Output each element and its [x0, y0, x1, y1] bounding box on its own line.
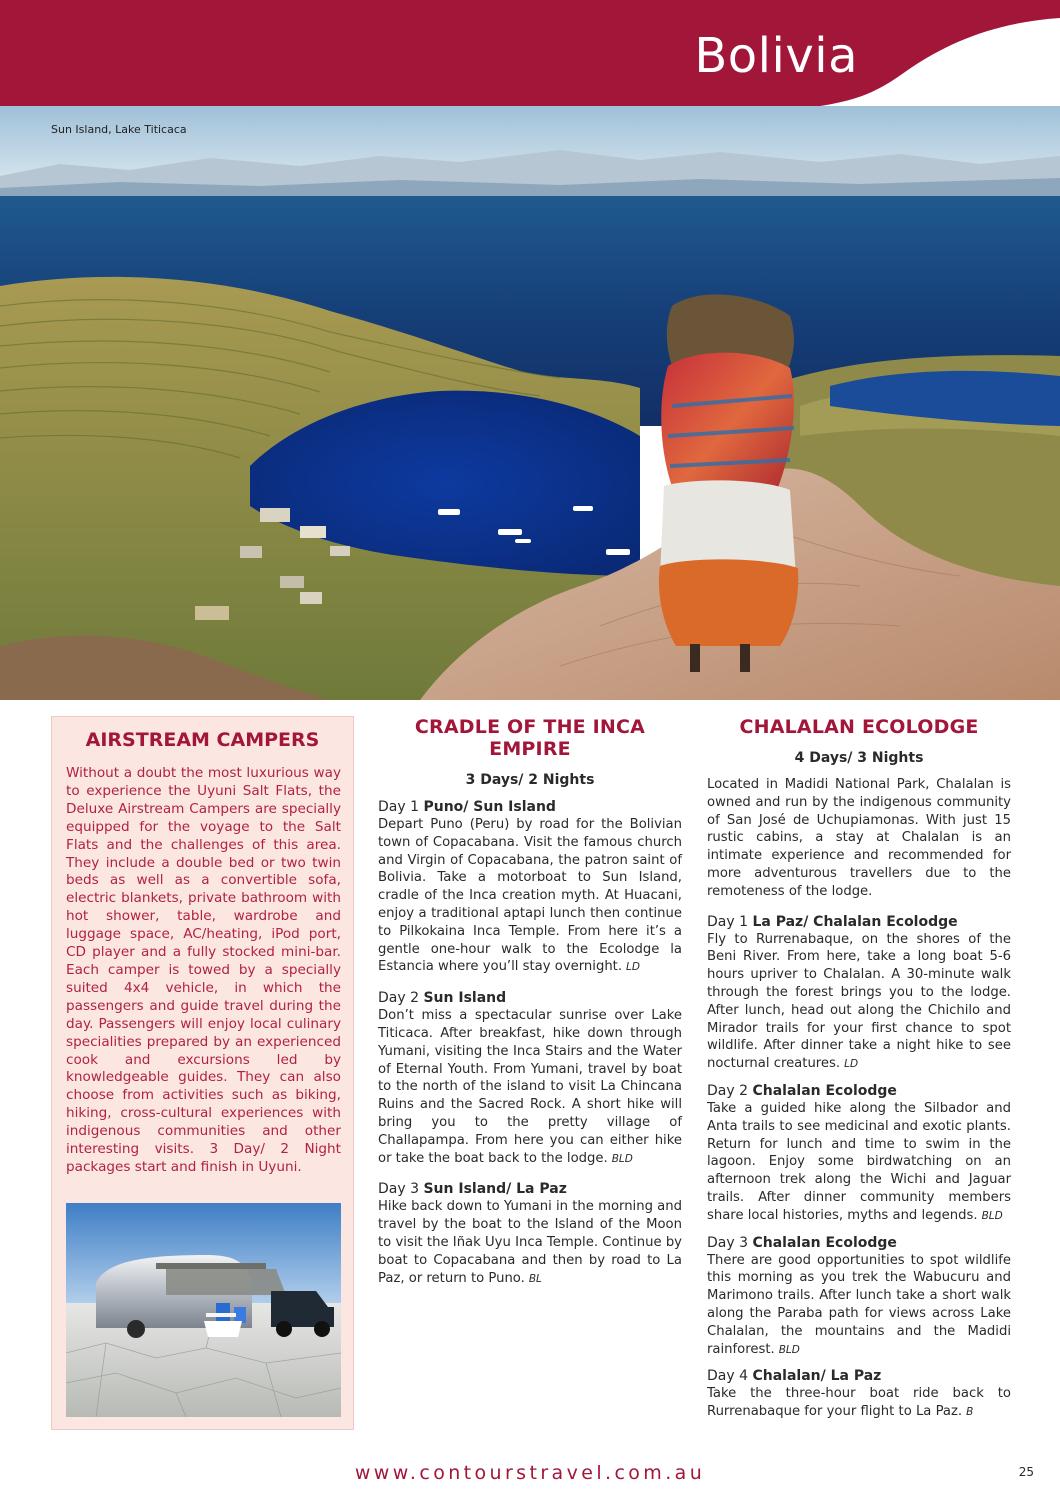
meals-code: B	[966, 1406, 974, 1419]
chalalan-ecolodge-column	[707, 716, 1011, 1434]
day-text: Take the three-hour boat ride back to Rurrenabaque for your flight to La Paz.	[707, 1386, 1011, 1420]
day-label: Day 2	[707, 1082, 749, 1099]
meals-code: BLD	[611, 1152, 633, 1165]
hero-photo	[0, 106, 1060, 700]
day-location: Sun Island/ La Paz	[423, 1181, 567, 1198]
meals-code: LD	[844, 1058, 859, 1071]
day-heading	[378, 1180, 682, 1198]
chalalan-day-1	[707, 913, 1011, 1074]
day-text: There are good opportunities to spot wildlife this morning as you trek the Wabucuru and Marimono trails. After lunch take a short walk along the Paraba path for views across Lake Chalalan, the mountains and the Madidi rainforest.	[707, 1252, 1011, 1357]
photo-caption: Sun Island, Lake Titicaca	[51, 123, 187, 136]
day-label: Day 1	[378, 799, 420, 815]
day-description	[378, 816, 682, 977]
inca-duration: 3 Days/ 2 Nights	[465, 772, 595, 788]
day-location: Chalalan Ecolodge	[752, 1082, 897, 1099]
website-url[interactable]: www.contourstravel.com.au	[354, 1462, 706, 1484]
inca-day-3	[378, 1180, 682, 1288]
camper-on-salt-flats-image	[66, 1203, 341, 1417]
meals-code: BLD	[981, 1209, 1003, 1222]
day-heading	[707, 1234, 1011, 1252]
page-header	[0, 0, 1060, 106]
airstream-campers-panel	[51, 716, 354, 1430]
header-wave-band	[0, 0, 1060, 106]
day-heading	[707, 913, 1011, 931]
country-title: Bolivia	[694, 28, 858, 84]
day-text: Hike back down to Yumani in the morning and travel by the boat to the Island of the Moon to visit the Iñak Uyu Inca Temple. Continue by boat to Copacabana and then by road to La Paz, or return to Puno.	[378, 1199, 682, 1286]
woman-figure	[659, 295, 798, 672]
airstream-campers-description: Without a doubt the most luxurious way to experience the Uyuni Salt Flats, the Deluxe Airstream Campers are specially equipped for the voyage to the Salt Flats and the challenges of this area. They include a double bed or two twin beds as well as a convertible sofa, electric blankets, private bathroom with hot shower, table, wardrobe and luggage space, AC/heating, iPod port, CD player and a fully stocked mini-bar. Each camper is towed by a specially suited 4x4 vehicle, in which the passengers and guide travel during the day. Passengers will enjoy local culinary specialities prepared by an experienced cook and excursions led by knowledgeable guides. They can also choose from activities such as biking, hiking, cross-cultural experiences with indigenous communities and other interesting visits. 3 Day/ 2 Night packages start and finish in Uyuni.	[66, 765, 341, 1175]
page-number: 25	[1018, 1465, 1034, 1479]
day-label: Day 3	[707, 1234, 749, 1251]
inca-day-2	[378, 989, 682, 1168]
day-text: Take a guided hike along the Silbador and Anta trails to see medicinal and exotic plants. Return for lunch and time to swim in the lagoon. Enjoy some birdwatching on an afternoon trek along the Wichi and Jaguar trails. After dinner community members share local histories, myths and legends.	[707, 1100, 1011, 1223]
day-text: Fly to Rurrenabaque, on the shores of the Beni River. From here, take a long boat 5-6 hours upriver to Chalalan. A 30-minute walk through the forest brings you to the lodge. After lunch, head out along the Chichilo and Mirador trails for your first chance to spot wildlife. After dinner take a night hike to see nocturnal creatures.	[707, 931, 1011, 1072]
airstream-camper-photo	[66, 1203, 341, 1417]
day-label: Day 4	[707, 1368, 749, 1385]
day-label: Day 3	[378, 1181, 420, 1198]
day-description	[378, 1198, 682, 1288]
inca-day-1	[378, 798, 682, 977]
day-description	[707, 931, 1011, 1074]
day-description	[707, 1100, 1011, 1226]
day-location: Sun Island	[423, 990, 507, 1007]
day-text: Depart Puno (Peru) by road for the Bolivian town of Copacabana. Visit the famous church and Virgin of Copacabana, the patron saint of Bolivia. Take a motorboat to Sun Island, cradle of the Inca creation myth. At Huacani, enjoy a traditional aptapi lunch then continue to Pilkokaina Inca Temple. From here it’s a gentle one-hour walk to the Ecolodge la Estancia where you’ll stay overnight.	[378, 817, 682, 975]
chalalan-day-4	[707, 1367, 1011, 1422]
airstream-campers-title: AIRSTREAM CAMPERS	[85, 729, 320, 751]
chalalan-title: CHALALAN ECOLODGE	[739, 716, 979, 738]
day-heading	[378, 989, 682, 1007]
day-text: Don’t miss a spectacular sunrise over Lake Titicaca. After breakfast, hike down through Yumani, visiting the Inca Stairs and the Water of Eternal Youth. From Yumani, travel by boat to the north of the island to visit La Chincana Ruins and the Sacred Rock. A short hike will bring you to the pretty village of Challapampa. From here you can either hike or take the boat back to the lodge.	[378, 1008, 682, 1166]
lake-titicaca-landscape	[0, 106, 1060, 700]
meals-code: BLD	[778, 1343, 800, 1356]
day-description	[707, 1252, 1011, 1360]
day-description	[378, 1007, 682, 1168]
day-location: Chalalan/ La Paz	[752, 1368, 882, 1385]
chalalan-day-3	[707, 1234, 1011, 1360]
day-description	[707, 1385, 1011, 1422]
chalalan-duration: 4 Days/ 3 Nights	[794, 750, 924, 766]
meals-code: BL	[528, 1272, 542, 1285]
day-heading	[707, 1367, 1011, 1385]
day-label: Day 2	[378, 990, 420, 1007]
chalalan-day-2	[707, 1082, 1011, 1226]
day-heading	[707, 1082, 1011, 1100]
day-label: Day 1	[707, 913, 749, 930]
day-location: Puno/ Sun Island	[423, 799, 556, 815]
inca-empire-title: CRADLE OF THE INCA EMPIRE	[414, 716, 646, 760]
day-location: Chalalan Ecolodge	[752, 1234, 897, 1251]
day-heading	[378, 798, 682, 816]
meals-code: LD	[626, 961, 640, 974]
day-location: La Paz/ Chalalan Ecolodge	[752, 913, 958, 930]
inca-empire-column	[378, 716, 682, 1300]
chalalan-intro: Located in Madidi National Park, Chalalan is owned and run by the indigenous community of San José de Uchupiamonas. With just 15 rustic cabins, a stay at Chalalan is an intimate experience and recommended for more adventurous travellers due to the remoteness of the lodge.	[707, 777, 1011, 899]
